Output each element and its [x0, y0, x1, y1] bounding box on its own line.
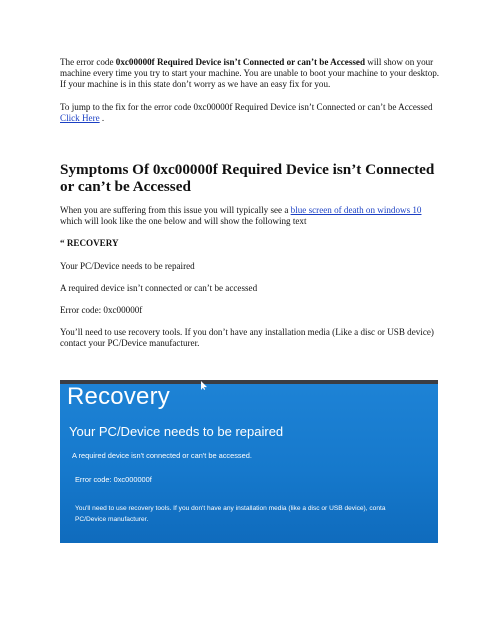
- screenshot-error-code: Error code: 0xc000000f: [75, 475, 152, 484]
- intro-bold-error: 0xc00000f Required Device isn’t Connected or can’t be Accessed: [115, 57, 365, 67]
- screenshot-title: Recovery: [67, 383, 170, 410]
- click-here-link[interactable]: Click Here: [60, 113, 100, 123]
- screenshot-advice-line-2: PC/Device manufacturer.: [75, 516, 149, 523]
- bsod-link[interactable]: blue screen of death on windows 10: [290, 205, 422, 215]
- symptoms-text-end: which will look like the one below and will show the following text: [60, 216, 307, 226]
- screenshot-message: A required device isn't connected or can't be accessed.: [72, 451, 252, 460]
- jump-text-end: .: [99, 113, 105, 123]
- intro-text: The error code: [60, 57, 116, 67]
- symptoms-heading: Symptoms Of 0xc00000f Required Device isn’t Connected or can’t be Accessed: [60, 161, 435, 195]
- intro-text-rest: will show on your machine every time you try to start your machine. You are unable to boot your machine to your desktop. If your machine is in this state don’t worry as we have an easy fix for you.: [60, 57, 440, 89]
- symptoms-text: When you are suffering from this issue you will typically see a: [60, 205, 291, 215]
- recovery-label: “ RECOVERY: [60, 238, 119, 248]
- recovery-line-2: A required device isn’t connected or can’t be accessed: [60, 283, 258, 293]
- screenshot-advice-line-1: You'll need to use recovery tools. If you don't have any installation media (like a disc or USB device), conta: [75, 505, 386, 512]
- recovery-line-4: You’ll need to use recovery tools. If you don’t have any installation media (Like a disc or USB device) contact your PC/Device manufacturer.: [60, 327, 434, 348]
- recovery-line-1: Your PC/Device needs to be repaired: [60, 261, 195, 271]
- recovery-line-3: Error code: 0xc00000f: [60, 305, 143, 315]
- symptoms-paragraph: [60, 205, 440, 227]
- screenshot-subtitle: Your PC/Device needs to be repaired: [69, 424, 284, 439]
- recovery-screenshot: [60, 380, 438, 543]
- jump-text: To jump to the fix for the error code 0xc00000f Required Device isn’t Connected or can’t be Accessed: [60, 102, 433, 112]
- jump-paragraph: [60, 102, 440, 124]
- intro-paragraph: [60, 57, 440, 90]
